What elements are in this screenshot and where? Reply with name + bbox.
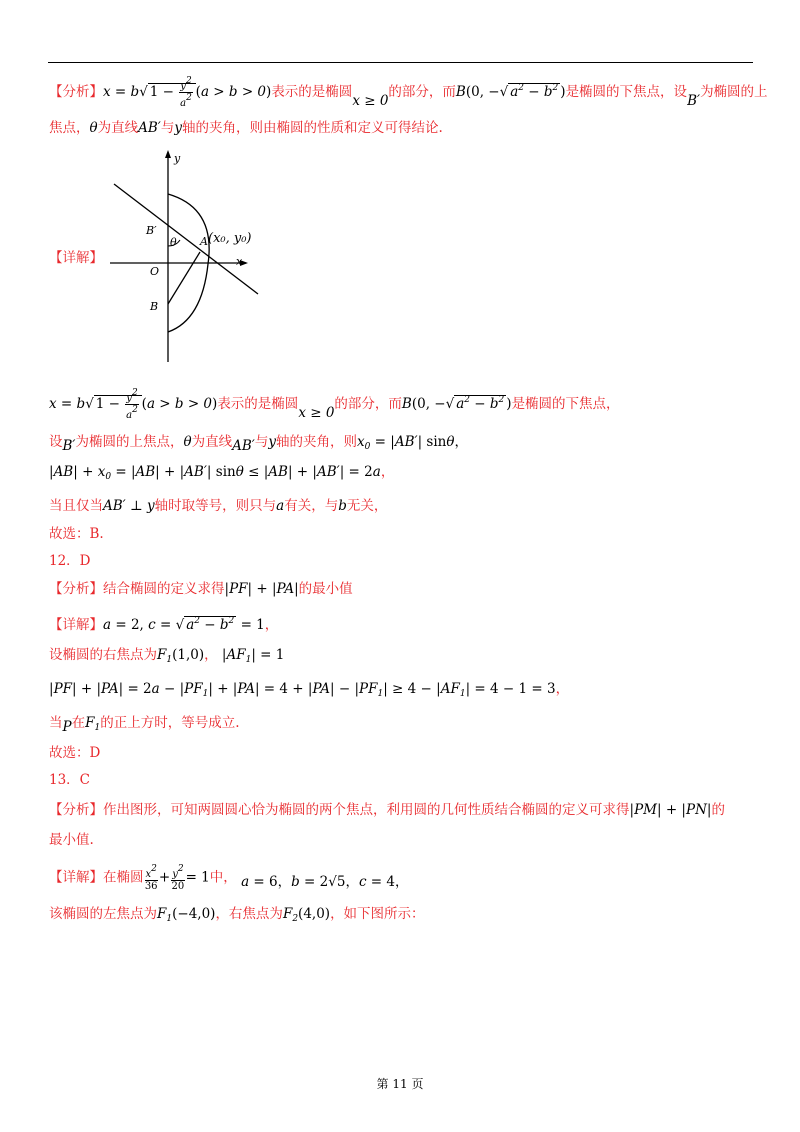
p13-foci: 该椭圆的左焦点为$F_1(-4,0)$，右焦点为$F_2(4,0)$，如下图所示：	[49, 906, 425, 924]
p11-detail-line2: 设B′为椭圆的上焦点，θ为直线AB′与y轴的夹角，则$x_0 = |AB'|$ sinθ，	[49, 434, 469, 454]
analysis-tag: 【分析】	[49, 84, 103, 100]
p12-analysis: 【分析】结合椭圆的定义求得|PF| + |PA|的最小值	[49, 581, 353, 597]
p13-analysis: 【分析】作出图形，可知两圆圆心恰为椭圆的两个焦点，利用圆的几何性质结合椭圆的定义可求得|PM| + |PN|的	[49, 802, 725, 818]
p13-heading: 13．C	[49, 772, 91, 788]
p11-detail-tag: 【详解】	[49, 250, 103, 266]
ellipse-figure	[96, 148, 266, 362]
p11-choice: 故选：B.	[49, 526, 104, 542]
p11-detail-line1: x = b√ 1 − $\frac{y2}{a2}$ (a > b > 0)表示的是椭圆x ≥ 0的部分，而B(0, −√ $a^2 - b^2$ )是椭圆的下焦点，	[49, 388, 620, 421]
y-axis-label: y	[174, 152, 181, 165]
bprime-label: B′	[146, 224, 157, 237]
x-axis-label: x	[236, 255, 243, 268]
b-label: B	[150, 300, 159, 313]
p11-detail-line3: $|AB| + x_0 = |AB| + |AB'|$ sinθ ≤ |AB| + |AB′| = 2a，	[49, 464, 395, 482]
point-label: (x₀, y₀)	[208, 231, 252, 246]
p12-detail: 【详解】a = 2, c = √ $a^2 - b^2 = 1$，	[49, 616, 279, 633]
a-label: A	[200, 235, 208, 248]
p12-when: 当P在$F_1$的正上方时，等号成立.	[49, 715, 240, 735]
p11-analysis-line2: 焦点，θ为直线AB′与y轴的夹角，则由椭圆的性质和定义可得结论.	[49, 120, 443, 136]
page-footer: 第 11 页	[376, 1077, 424, 1091]
p11-detail-line4: 当且仅当AB′ ⊥ y轴时取等号，则只与a有关，与b无关，	[49, 498, 388, 514]
y-axis-arrow	[165, 150, 171, 158]
origin-label: O	[150, 265, 160, 278]
theta-label: θ	[170, 236, 177, 249]
p13-detail: 【详解】在椭圆 $\frac{x2}{36}$ + $\frac{y2}{20}$ = 1中， a = 6，b = 2√5，c = 4，	[49, 864, 409, 892]
p12-equation: $|PF| + |PA| = 2a - |PF_1| + |PA| = 4 + |PA| - |PF_1| \ge 4 - |AF_1| = 4 - 1 = 3$，	[49, 681, 570, 699]
segment-b-a	[168, 252, 200, 304]
p13-analysis-line2: 最小值.	[49, 832, 94, 848]
p12-heading: 12．D	[49, 553, 91, 569]
formula-x: x	[103, 84, 111, 100]
p12-focus: 设椭圆的右焦点为$F_1(1,0)$， $|AF_1| = 1$	[49, 647, 285, 665]
p12-choice: 故选：D	[49, 745, 101, 761]
header-rule	[48, 62, 753, 63]
p11-analysis-line1: 【分析】x = b√ 1 − $\frac{y2}{a2}$ (a > b > 0)表示的是椭圆x ≥ 0的部分，而B(0, −√ $a^2 - b^2$ )是椭圆的下焦点，设B′为椭圆的上	[49, 76, 768, 109]
